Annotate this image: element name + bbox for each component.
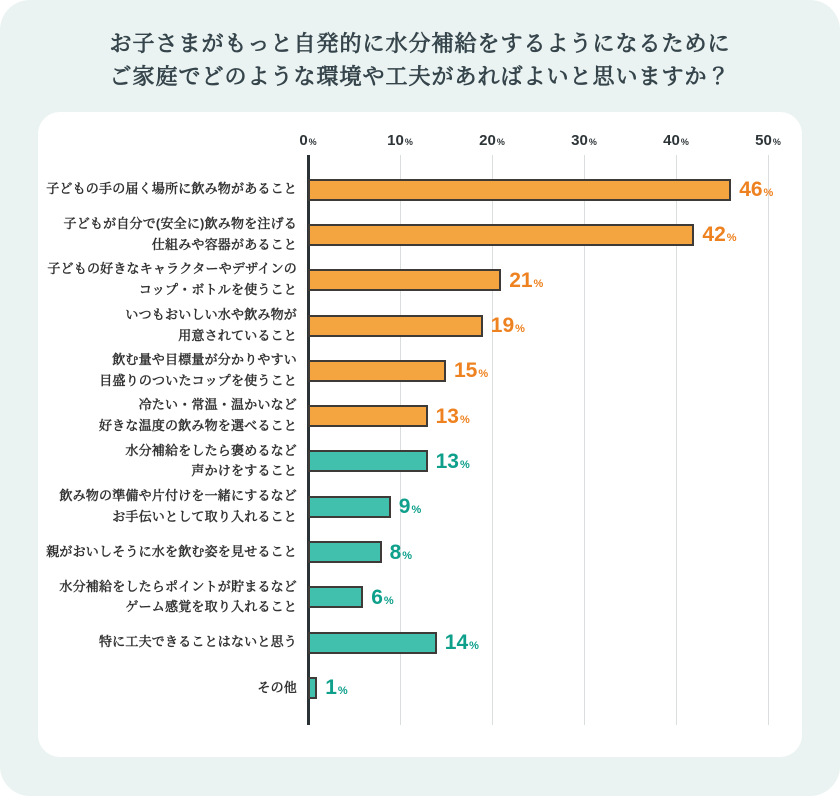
category-label-line: 特に工夫できることはないと思う [98, 634, 297, 650]
value-label [325, 677, 347, 698]
category-label-line: 冷たい・常温・温かいなど [138, 397, 297, 413]
category-label [38, 632, 308, 653]
tick-value: 20 [479, 132, 496, 149]
category-label-line: 好きな温度の飲み物を選べること [98, 418, 297, 434]
category-label-line: いつもおいしい水や飲み物が [125, 306, 297, 322]
bar [308, 496, 391, 518]
percent-sign: % [680, 137, 689, 147]
category-label [38, 305, 308, 347]
value-label [399, 496, 421, 517]
bar-track [308, 450, 768, 472]
value-number: 13 [435, 404, 459, 428]
percent-sign: % [411, 504, 422, 517]
title-line-2: ご家庭でどのような環境や工夫があればよいと思いますか？ [109, 64, 731, 89]
percent-sign: % [459, 458, 470, 471]
percent-sign: % [337, 685, 348, 698]
bar-track [308, 541, 768, 563]
value-number: 9 [398, 495, 411, 519]
category-label-line: 子どもの手の届く場所に飲み物があること [46, 181, 297, 197]
category-label-line: 用意されていること [178, 327, 297, 343]
bar [308, 315, 483, 337]
value-label [739, 179, 773, 200]
value-number: 13 [435, 449, 459, 473]
bar [308, 586, 363, 608]
bar-track [308, 360, 768, 382]
percent-sign: % [515, 323, 525, 336]
value-label [454, 360, 488, 381]
axis-tick-label [299, 132, 316, 149]
bar-track [308, 224, 768, 246]
bar-track [308, 677, 768, 699]
tick-value: 40 [663, 132, 680, 149]
bar [308, 269, 501, 291]
bar [308, 677, 317, 699]
bar-row [38, 393, 802, 438]
bar-track [308, 632, 768, 654]
category-label-line: 水分補給をしたらポイントが貯まるなど [59, 578, 297, 594]
bar-row [38, 303, 802, 348]
category-label-line: 目盛りのついたコップを使うこと [99, 372, 297, 388]
percent-sign: % [478, 368, 489, 381]
value-label [702, 224, 736, 245]
bar-track [308, 496, 768, 518]
percent-sign: % [469, 640, 479, 653]
category-label-line: 親がおいしそうに水を飲む姿を見せること [46, 543, 297, 559]
value-label [445, 632, 479, 653]
bar-row [38, 529, 802, 574]
percent-sign: % [533, 277, 544, 290]
category-label [38, 259, 308, 301]
value-number: 1 [325, 676, 337, 700]
category-label [38, 179, 308, 200]
x-axis-labels [299, 132, 781, 154]
percent-sign: % [588, 137, 597, 147]
category-label-line: 飲む量や目標量が分かりやすい [112, 352, 297, 368]
value-label [436, 451, 470, 472]
category-label [38, 395, 308, 437]
bar-track [308, 178, 774, 202]
axis-tick-label [479, 132, 505, 149]
value-number: 8 [389, 540, 402, 564]
bar [308, 450, 428, 472]
category-label-line: コップ・ボトルを使うこと [138, 282, 297, 298]
category-label [38, 486, 308, 528]
bar [308, 405, 428, 427]
percent-sign: % [496, 137, 505, 147]
category-label-line: 水分補給をしたら褒めるなど [125, 442, 297, 458]
percent-sign: % [402, 549, 413, 562]
category-label [38, 350, 308, 392]
bar [308, 360, 446, 382]
category-label-line: 子どもが自分で(安全に)飲み物を注げる [63, 216, 297, 232]
axis-tick-label [663, 132, 689, 149]
percent-sign: % [459, 413, 470, 426]
value-number: 6 [371, 585, 383, 609]
category-label-line: 仕組みや容器があること [151, 236, 297, 252]
category-label-line: 飲み物の準備や片付けを一緒にするなど [59, 487, 297, 503]
tick-value: 30 [571, 132, 588, 149]
value-label [371, 587, 393, 608]
category-label-line: 声かけをすること [191, 463, 297, 479]
percent-sign: % [308, 137, 317, 147]
bar-row [38, 665, 802, 710]
bar-track [308, 315, 768, 337]
bar [308, 224, 694, 246]
bar-row [38, 348, 802, 393]
category-label [38, 441, 308, 483]
bar-track [308, 269, 768, 291]
category-label [38, 214, 308, 256]
axis-tick-label [387, 132, 413, 149]
category-label-line: お手伝いとして取り入れること [112, 508, 297, 524]
axis-tick-label [755, 132, 781, 149]
axis-tick-label [571, 132, 597, 149]
tick-value: 50 [755, 132, 772, 149]
bar-rows [38, 167, 802, 711]
value-number: 14 [444, 631, 469, 655]
title-line-1: お子さまがもっと自発的に水分補給をするようになるために [109, 31, 731, 56]
percent-sign: % [763, 187, 774, 200]
value-label [436, 406, 470, 427]
category-label [38, 678, 308, 699]
value-label [390, 542, 412, 563]
bar [308, 179, 731, 201]
value-number: 42 [702, 223, 726, 247]
bar-row [38, 212, 802, 257]
category-label-line: その他 [257, 679, 297, 695]
category-label-line: 子どもの好きなキャラクターやデザインの [47, 261, 297, 277]
value-number: 46 [739, 178, 763, 202]
bar [308, 632, 437, 654]
tick-value: 10 [387, 132, 404, 149]
value-label [491, 315, 525, 336]
category-label [38, 577, 308, 619]
bar-track [308, 586, 768, 608]
bar-row [38, 620, 802, 665]
category-label [38, 542, 308, 563]
page-title [0, 0, 840, 93]
percent-sign: % [404, 137, 413, 147]
chart-card [38, 112, 802, 757]
value-number: 21 [509, 268, 533, 292]
percent-sign: % [383, 594, 394, 607]
value-number: 15 [454, 359, 478, 383]
bar [308, 541, 382, 563]
tick-value: 0 [299, 132, 308, 149]
bar-row [38, 484, 802, 529]
value-number: 19 [490, 314, 515, 338]
value-label [509, 270, 543, 291]
bar-row [38, 167, 802, 212]
bar-row [38, 258, 802, 303]
bar-row [38, 439, 802, 484]
bar-track [308, 405, 768, 427]
category-label-line: ゲーム感覚を取り入れること [125, 599, 297, 615]
percent-sign: % [726, 232, 737, 245]
bar-row [38, 575, 802, 620]
percent-sign: % [772, 137, 781, 147]
